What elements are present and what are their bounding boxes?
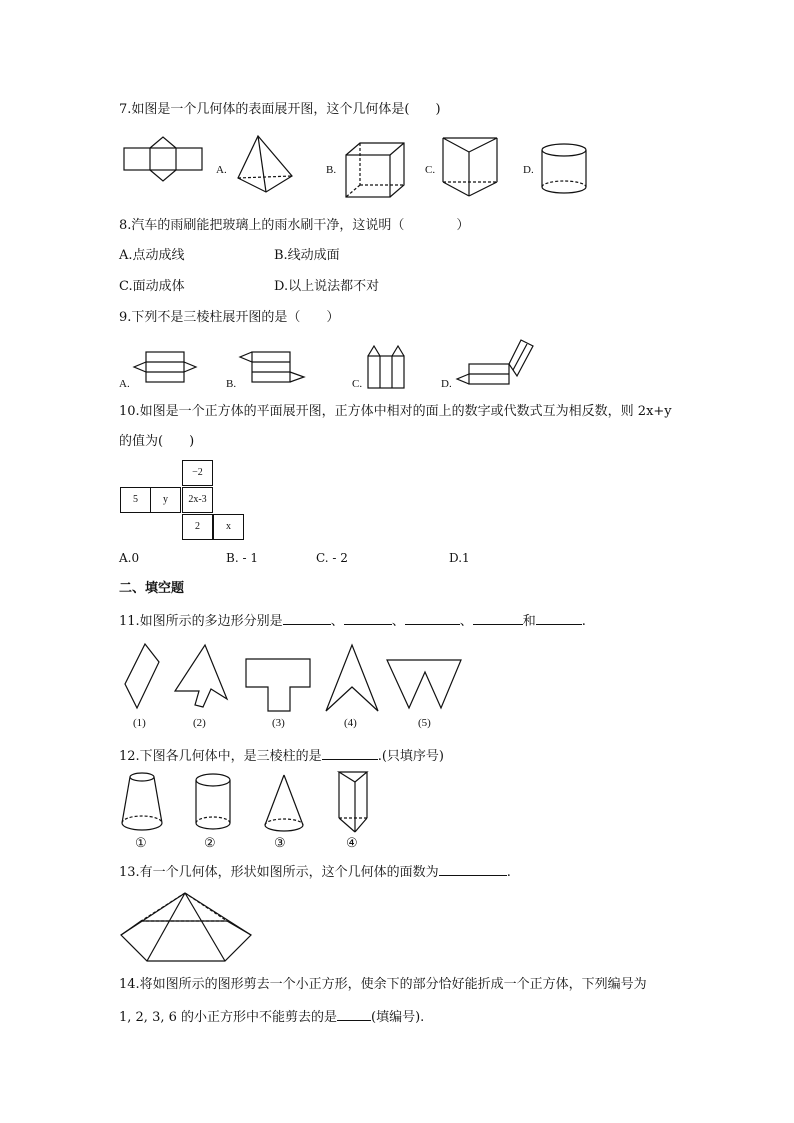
q11-label-4: (4) [344, 717, 357, 729]
q11-sep-3: 、 [459, 614, 473, 629]
q11-sep-1: 、 [330, 614, 344, 629]
q7-option-d[interactable]: D. [523, 164, 534, 176]
q11-label-2: (2) [193, 717, 206, 729]
q10-option-b[interactable]: B. - 1 [226, 551, 258, 565]
q10-text-line2: 的值为( ) [119, 434, 195, 449]
q11-text [119, 612, 586, 630]
q13-text [119, 863, 511, 881]
q11-and: 和 [522, 614, 536, 629]
q14-text-start: 1, 2, 3, 6 的小正方形中不能剪去的是 [119, 1010, 338, 1025]
q7-option-b[interactable]: B. [326, 164, 337, 176]
q10-cell-x: x [213, 514, 244, 540]
q12-cylinder-figure [194, 773, 234, 833]
q11-shape-3 [244, 657, 312, 713]
q8-option-a[interactable]: A.点动成线 [119, 248, 185, 263]
q11-label-1: (1) [133, 717, 146, 729]
q11-sep-2: 、 [391, 614, 405, 629]
q11-shape-1 [123, 642, 161, 710]
q10-option-c[interactable]: C. - 2 [316, 551, 348, 565]
q10-option-a[interactable]: A.0 [119, 551, 140, 565]
q8-option-d[interactable]: D.以上说法都不对 [274, 279, 380, 294]
q12-text-end: .(只填序号) [377, 749, 444, 764]
q12-frustum-figure [121, 771, 165, 833]
q12-label-2: ② [204, 836, 216, 851]
q12-prism-figure [337, 770, 371, 834]
section-title: 二、填空题 [119, 581, 185, 596]
q14-text-line2 [119, 1008, 424, 1026]
q12-text-start: 12.下图各几何体中，是三棱柱的是 [119, 749, 322, 764]
q13-pyramid-figure [119, 891, 255, 965]
q11-shape-4 [324, 643, 380, 713]
q11-label-5: (5) [418, 717, 431, 729]
q12-label-3: ③ [274, 836, 286, 851]
q7-cube-figure [344, 141, 406, 199]
q11-blank-3[interactable] [405, 612, 460, 625]
q10-cell-minus2: −2 [182, 460, 213, 486]
q10-text-line1: 10.如图是一个正方体的平面展开图，正方体中相对的面上的数字或代数式互为相反数，则 2x+y [119, 404, 672, 419]
q7-cylinder-figure [541, 143, 589, 195]
q9-option-b[interactable]: B. [226, 378, 237, 390]
q9-text: 9.下列不是三棱柱展开图的是（ ） [119, 310, 340, 325]
q11-label-3: (3) [272, 717, 285, 729]
q9-net-d [455, 336, 535, 388]
q9-net-b [238, 350, 306, 384]
q12-blank[interactable] [322, 747, 378, 760]
q9-net-a [132, 350, 198, 384]
q12-label-4: ④ [346, 836, 358, 851]
q14-text-line1: 14.将如图所示的图形剪去一个小正方形，使余下的部分恰好能折成一个正方体，下列编号为 [119, 977, 647, 992]
q11-end: . [581, 614, 586, 629]
q7-prism-figure [441, 136, 499, 198]
q13-text-start: 13.有一个几何体，形状如图所示，这个几何体的面数为 [119, 865, 439, 880]
q11-blank-1[interactable] [283, 612, 331, 625]
q10-cell-2: 2 [182, 514, 213, 540]
q10-option-d[interactable]: D.1 [449, 551, 470, 565]
q7-net-figure [122, 136, 207, 182]
q7-option-a[interactable]: A. [216, 164, 227, 176]
q12-text [119, 747, 444, 765]
q8-option-b[interactable]: B.线动成面 [274, 248, 340, 263]
q11-text-start: 11.如图所示的多边形分别是 [119, 614, 283, 629]
q7-pyramid-figure [236, 134, 296, 194]
q9-net-c [366, 344, 408, 390]
q11-blank-2[interactable] [344, 612, 392, 625]
q11-shape-5 [385, 658, 463, 710]
q7-text: 7.如图是一个几何体的表面展开图，这个几何体是( ) [119, 102, 441, 117]
q9-option-a[interactable]: A. [119, 378, 130, 390]
q14-blank[interactable] [337, 1008, 371, 1021]
q10-cell-2x-3: 2x-3 [182, 487, 213, 513]
q11-blank-4[interactable] [473, 612, 523, 625]
q8-text: 8.汽车的雨刷能把玻璃上的雨水刷干净，这说明（ ） [119, 218, 470, 233]
q9-option-c[interactable]: C. [352, 378, 363, 390]
q13-text-end: . [506, 865, 511, 880]
q10-cell-y: y [150, 487, 181, 513]
q10-cell-5: 5 [120, 487, 151, 513]
q9-option-d[interactable]: D. [441, 378, 452, 390]
q12-label-1: ① [135, 836, 147, 851]
q11-shape-2 [173, 643, 229, 711]
q7-option-c[interactable]: C. [425, 164, 436, 176]
q11-blank-5[interactable] [536, 612, 582, 625]
q13-blank[interactable] [439, 863, 507, 876]
q14-text-end: (填编号). [371, 1010, 425, 1025]
q12-cone-figure [263, 773, 307, 833]
q8-option-c[interactable]: C.面动成体 [119, 279, 185, 294]
